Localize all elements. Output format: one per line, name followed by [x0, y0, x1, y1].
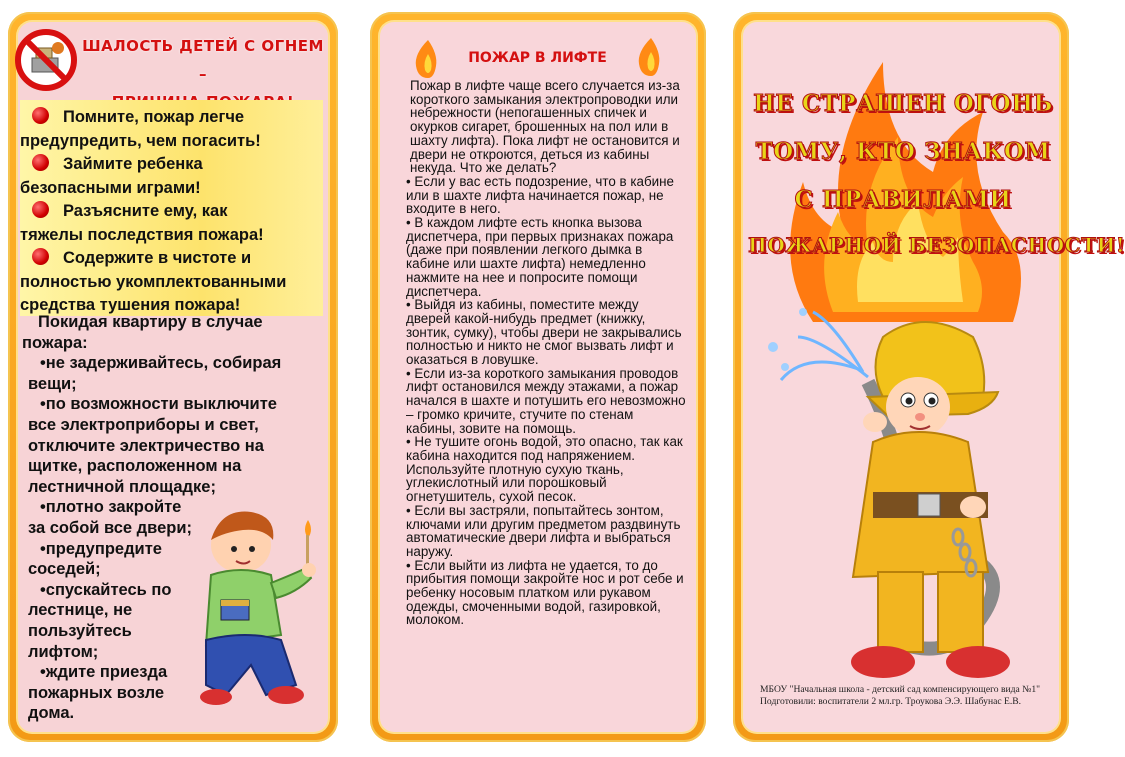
red-dot-icon — [32, 107, 49, 124]
leave-item: •не задерживайтесь, собирая вещи; — [28, 354, 282, 393]
water-spray-icon — [781, 312, 868, 380]
flame-icon — [413, 38, 443, 80]
tip-1: Помните, пожар легче предупредить, чем погасить! — [20, 108, 261, 150]
leave-item: •ждите приезда пожарных возле дома. — [28, 663, 168, 723]
tip-2: Займите ребенка безопасными играми! — [20, 155, 203, 197]
paragraph: • Если выйти из лифта не удается, то до прибытия помощи закройте нос и рот себе и ребенку носовым платком или рукавом одежды, смоченными водой, газировкой, молоком. — [406, 557, 684, 628]
red-dot-icon — [32, 154, 49, 171]
panel1-title: ШАЛОСТЬ ДЕТЕЙ С ОГНЕМ – — [82, 37, 324, 83]
tip-4: Содержите в чистоте и полностью укомплектованными средства тушения пожара! — [20, 249, 287, 314]
paragraph: Пожар в лифте чаще всего случается из-за короткого замыкания электропроводки или небрежности (непогашенных спичек и окурков сигарет, брошенных на пол или в шахту лифта). Пока лифт не остановится и двери не откроются, деться из кабины некуда. Что же делать? — [410, 78, 680, 176]
paragraph: • Не тушите огонь водой, это опасно, так как кабина находится под напряжением. Используйте плотную сухую ткань, углекислотный или порошковый огнетушитель, сухой песок. — [406, 434, 683, 505]
paragraph: • Выйдя из кабины, поместите между дверей какой-нибудь предмет (книжку, зонтик, сумку), чтобы двери не закрывались полностью и никто не смог вызвать лифт и оказаться в ловушке. — [406, 297, 682, 368]
elevator-fire-text — [396, 79, 686, 627]
leave-item: •по возможности выключите все электроприборы и свет, отключите электричество на щитке, расположенном на лестничной площадке; — [28, 395, 277, 496]
paragraph: • Если вы застряли, попытайтесь зонтом, ключами или другим предметом раздвинуть автоматические двери лифта и выбраться наружу. — [406, 502, 681, 559]
leave-item: •спускайтесь по лестнице, не пользуйтесь лифтом; — [28, 580, 172, 661]
panel2-title: ПОЖАР В ЛИФТЕ — [468, 50, 607, 66]
paragraph: • Если из-за короткого замыкания проводов лифт остановился между этажами, а пожар начался в шахте и потушить его невозможно – громко кричите, стучите по стенам кабины, зовите на помощь. — [406, 365, 686, 436]
tips-list — [20, 106, 320, 318]
red-dot-icon — [32, 201, 49, 218]
paragraph: • Если у вас есть подозрение, что в кабине или в шахте лифта начинается пожар, не входите в него. — [406, 173, 674, 217]
firefighter-illustration — [743, 22, 1059, 732]
paragraph: • В каждом лифте есть кнопка вызова диспетчера, при первых признаках пожара (даже при появлении легкого дымка в кабине или шахте лифта) немедленно нажмите на нее и попросите помощи диспетчера. — [406, 215, 674, 299]
tip-3: Разъясните ему, как тяжелы последствия пожара! — [20, 202, 264, 244]
boy-with-match-illustration — [196, 505, 321, 710]
red-dot-icon — [32, 248, 49, 265]
flame-icon — [636, 36, 666, 78]
no-fire-play-icon — [14, 28, 78, 92]
credits: МБОУ "Начальная школа - детский сад компенсирующего вида №1" Подготовили: воспитатели 2 мл.гр. Троукова Э.Э. Шабунас Е.В. — [760, 684, 1041, 707]
leave-intro: Покидая квартиру в случае пожара: — [22, 313, 263, 352]
leave-item: •предупредите соседей; — [28, 539, 162, 579]
leave-item: •плотно закройте за собой все двери; — [28, 498, 192, 537]
